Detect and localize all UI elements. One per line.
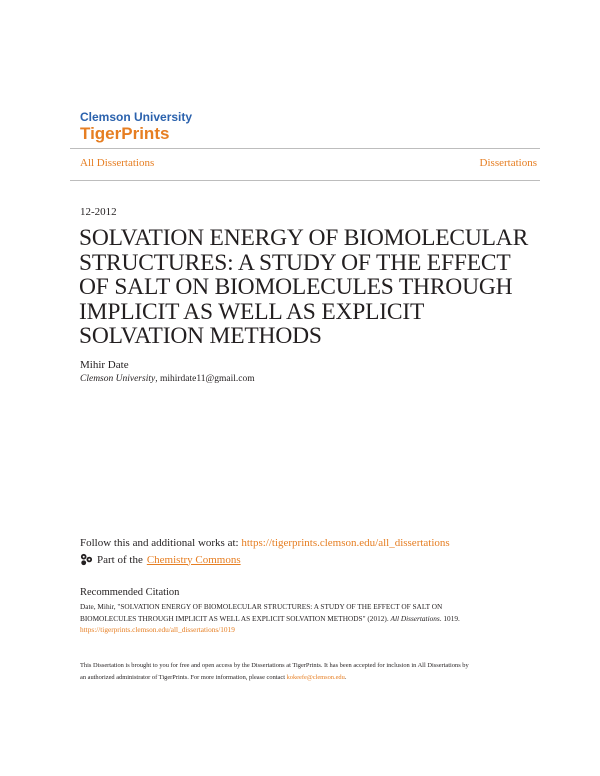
all-dissertations-link[interactable]: All Dissertations [80, 157, 155, 169]
citation-text: BIOMOLECULES THROUGH IMPLICIT AS WELL AS EXPLICIT SOLVATION METHODS" (2012). [80, 613, 389, 623]
notice-text: an authorized administrator of TigerPrints. For more information, please contact [80, 673, 287, 681]
citation-journal: All Dissertations [390, 613, 440, 623]
citation-url-link[interactable]: https://tigerprints.clemson.edu/all_dissertations/1019 [80, 625, 235, 634]
title-line: OF SALT ON BIOMOLECULES THROUGH [79, 274, 513, 300]
author-affiliation: Clemson University, mihirdate11@gmail.com [80, 374, 255, 384]
repository-brand[interactable] [80, 110, 192, 144]
citation-line [80, 613, 530, 625]
access-notice [80, 660, 540, 683]
network-commons-icon [80, 553, 93, 566]
collection-url-link[interactable]: https://tigerprints.clemson.edu/all_dissertations [241, 537, 450, 549]
notice-line [80, 672, 540, 684]
notice-end: . [344, 673, 347, 681]
citation-end: . 1019. [439, 613, 460, 623]
author-name: Mihir Date [80, 359, 129, 371]
part-of-line [80, 553, 241, 566]
title-line: IMPLICIT AS WELL AS EXPLICIT [79, 298, 425, 325]
dissertations-link[interactable]: Dissertations [479, 157, 537, 169]
author-institution: Clemson University [80, 374, 156, 384]
recommended-citation [80, 601, 530, 636]
part-of-text: Part of the [97, 553, 143, 566]
author-email[interactable]: mihirdate11@gmail.com [159, 374, 255, 384]
university-name[interactable]: Clemson University [80, 110, 193, 124]
recommended-citation-heading: Recommended Citation [80, 587, 180, 598]
document-title [79, 226, 539, 349]
notice-line: This Dissertation is brought to you for free and open access by the Dissertations at TigerPrints. It has been accepted for inclusion in All Dissertations by [80, 662, 469, 669]
follow-line [80, 537, 450, 549]
bottom-divider [70, 180, 540, 181]
publication-date: 12-2012 [80, 206, 117, 218]
title-line: SOLVATION ENERGY OF BIOMOLECULAR [79, 225, 529, 251]
chemistry-commons-link[interactable]: Chemistry Commons [146, 553, 241, 566]
title-line: STRUCTURES: A STUDY OF THE EFFECT [79, 249, 511, 276]
citation-line: Date, Mihir, "SOLVATION ENERGY OF BIOMOLECULAR STRUCTURES: A STUDY OF THE EFFECT OF SALT ON [80, 602, 443, 611]
contact-email-link[interactable]: kokeefe@clemson.edu [286, 673, 345, 681]
title-line: SOLVATION METHODS [79, 323, 322, 349]
follow-text: Follow this and additional works at: [80, 537, 242, 549]
repository-name[interactable]: TigerPrints [80, 124, 170, 143]
top-divider [70, 148, 540, 149]
